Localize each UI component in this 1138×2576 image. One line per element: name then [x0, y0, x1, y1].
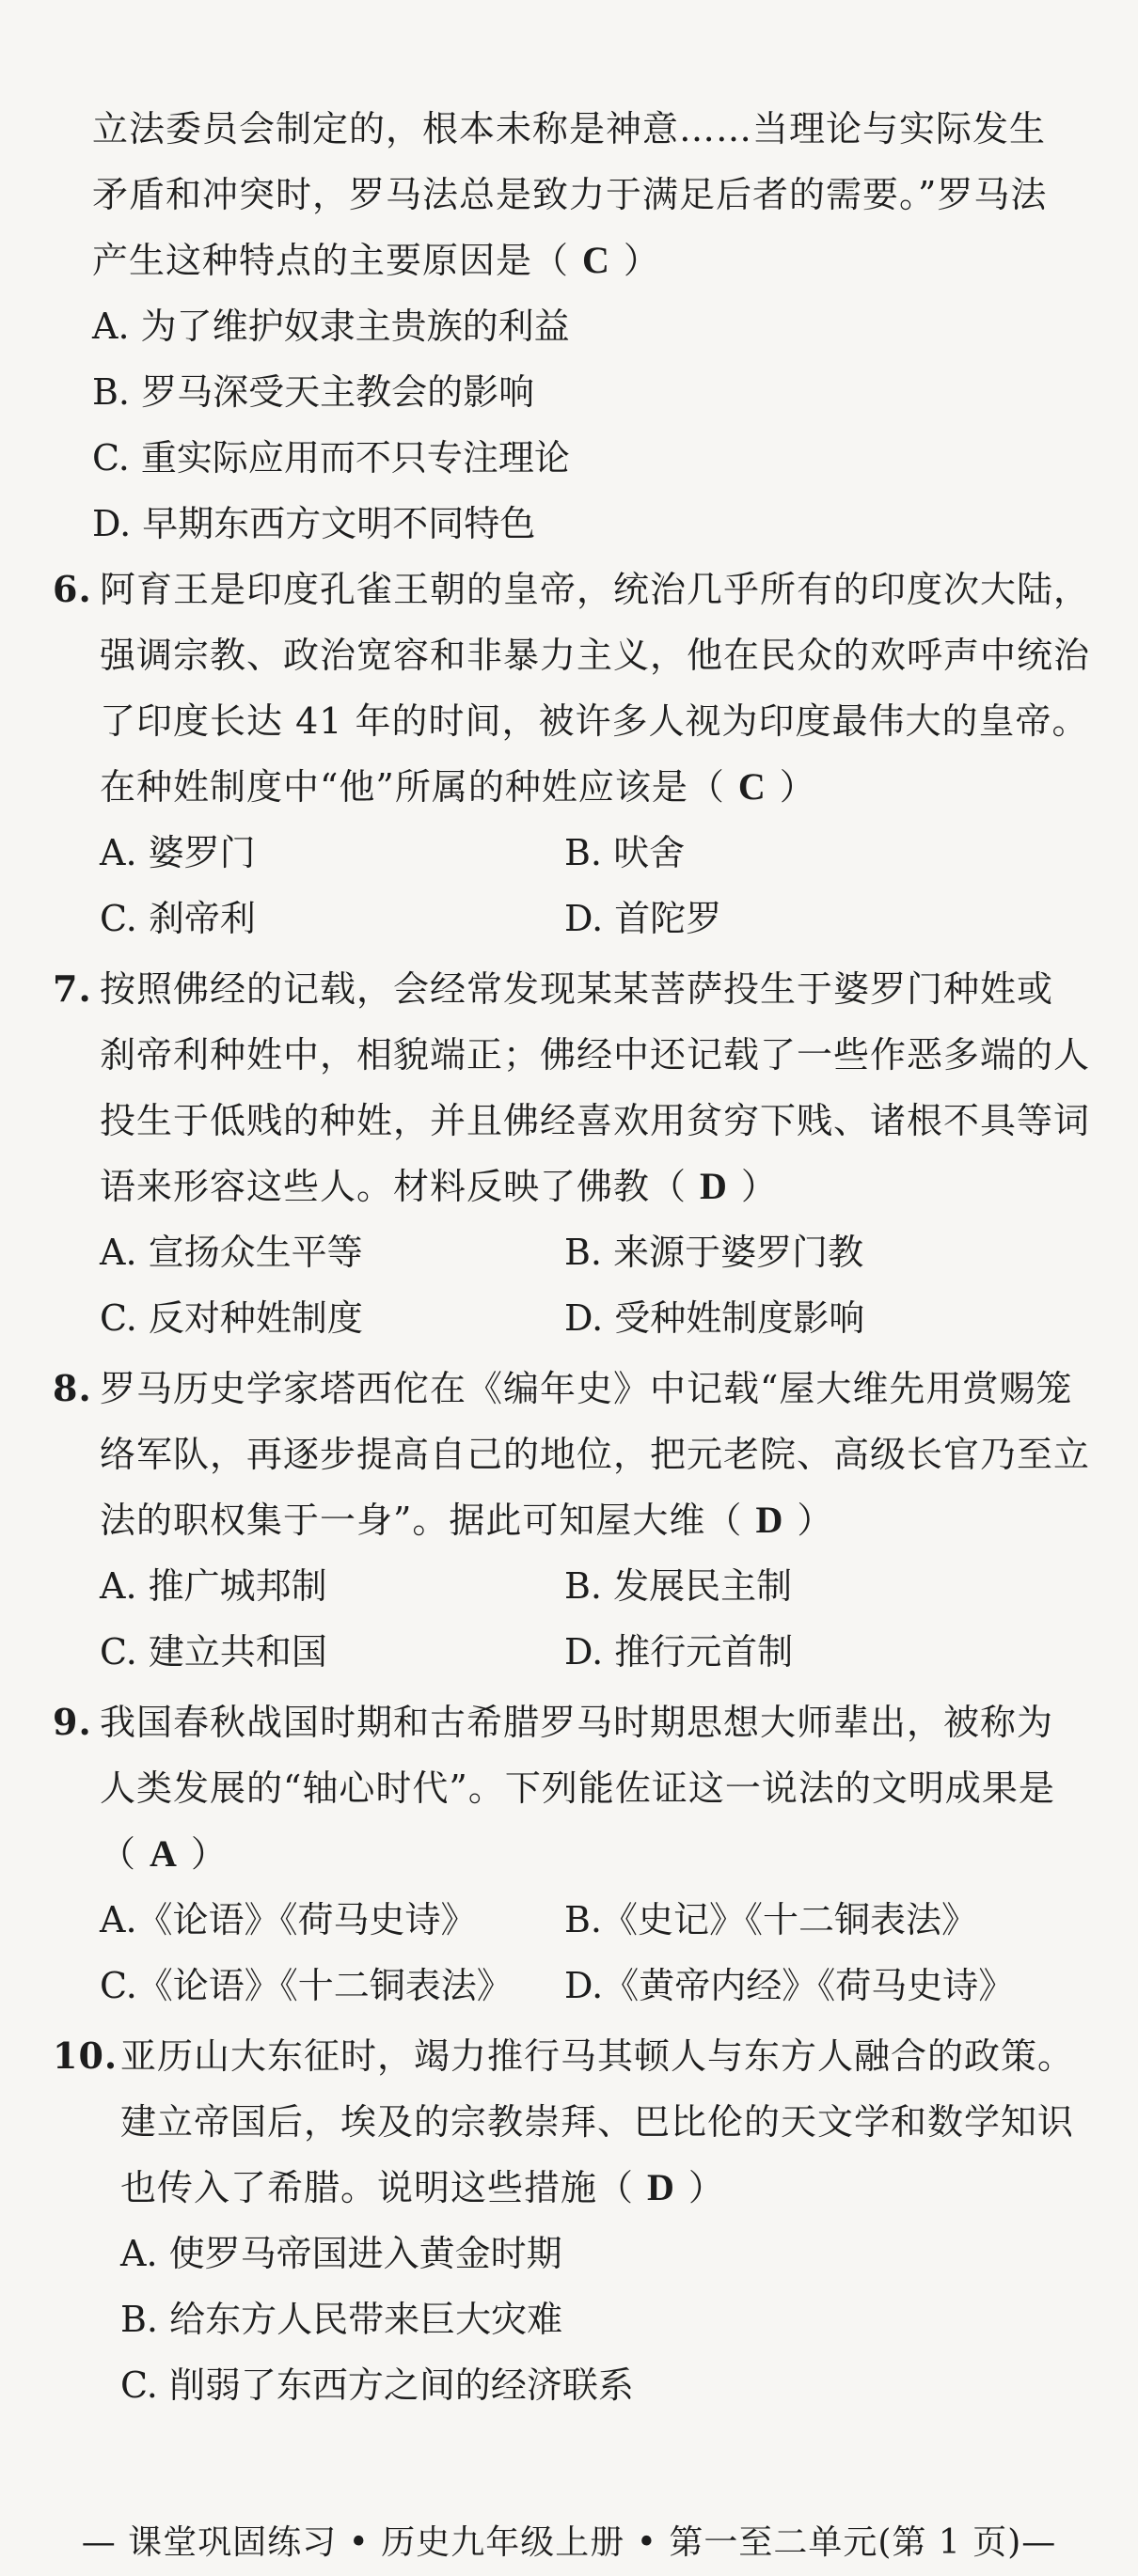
q7-option-a: A. 宣扬众生平等 [100, 1232, 363, 1273]
q9-option-b: B.《史记》《十二铜表法》 [564, 1899, 978, 1940]
q9-answer: A [150, 1832, 178, 1875]
q8-close-paren: ） [797, 1500, 834, 1541]
q7-line-2: 刹帝利种姓中，相貌端正；佛经中还记载了一些作恶多端的人 [100, 1034, 1091, 1076]
q7-answer: D [700, 1165, 728, 1207]
q10-line-3 [120, 2162, 725, 2213]
q5-line-1: 立法委员会制定的，根本未称是神意……当理论与实际发生 [92, 108, 1047, 149]
q7-option-c: C. 反对种姓制度 [100, 1297, 363, 1339]
q5-close-paren: ） [623, 240, 660, 281]
q6-stem-end: 在种姓制度中“他”所属的种姓应该是（ [100, 766, 725, 808]
q7-number: 7. [53, 967, 92, 1010]
q10-option-a: A. 使罗马帝国进入黄金时期 [120, 2233, 562, 2274]
q7-close-paren: ） [740, 1166, 778, 1207]
q8-option-d: D. 推行元首制 [564, 1631, 794, 1673]
q7-line-3: 投生于低贱的种姓，并且佛经喜欢用贫穷下贱、诸根不具等词 [100, 1100, 1091, 1141]
q10-line-1: 亚历山大东征时，竭力推行马其顿人与东方人融合的政策。 [120, 2035, 1075, 2077]
q6-option-c: C. 刹帝利 [100, 898, 256, 939]
q5-option-d: D. 早期东西方文明不同特色 [92, 503, 536, 544]
q8-line-1: 罗马历史学家塔西佗在《编年史》中记载“屋大维先用赏赐笼 [100, 1368, 1073, 1409]
q6-line-3: 了印度长达 41 年的时间，被许多人视为印度最伟大的皇帝。 [100, 700, 1089, 742]
q9-line-2: 人类发展的“轴心时代”。下列能佐证这一说法的文明成果是 [100, 1767, 1055, 1809]
q8-number: 8. [53, 1367, 92, 1409]
q6-line-4 [100, 762, 816, 812]
q7-stem-end: 语来形容这些人。材料反映了佛教（ [100, 1166, 688, 1207]
q9-line-1: 我国春秋战国时期和古希腊罗马时期思想大师辈出，被称为 [100, 1702, 1054, 1743]
q9-open-paren: （ [100, 1833, 137, 1875]
q10-answer: D [647, 2166, 675, 2208]
q9-option-c: C.《论语》《十二铜表法》 [100, 1965, 513, 2006]
q8-option-c: C. 建立共和国 [100, 1631, 327, 1673]
q6-answer: C [737, 765, 767, 808]
q5-line-3 [92, 235, 660, 286]
q8-line-2: 络军队，再逐步提高自己的地位，把元老院、高级长官乃至立 [100, 1434, 1091, 1475]
q10-close-paren: ） [688, 2167, 725, 2208]
q5-option-a: A. 为了维护奴隶主贵族的利益 [92, 306, 570, 347]
q9-option-a: A.《论语》《荷马史诗》 [100, 1899, 477, 1940]
q5-option-b: B. 罗马深受天主教会的影响 [92, 371, 535, 413]
q6-line-1: 阿育王是印度孔雀王朝的皇帝，统治几乎所有的印度次大陆， [100, 569, 1091, 610]
q5-option-c: C. 重实际应用而不只专注理论 [92, 437, 570, 479]
q6-line-2: 强调宗教、政治宽容和非暴力主义，他在民众的欢呼声中统治 [100, 635, 1091, 676]
q7-option-b: B. 来源于婆罗门教 [564, 1232, 864, 1273]
q10-option-c: C. 削弱了东西方之间的经济联系 [120, 2364, 634, 2406]
q5-answer: C [582, 239, 610, 281]
q9-line-3 [100, 1829, 228, 1879]
q5-stem-end: 产生这种特点的主要原因是（ [92, 240, 570, 281]
page-footer: — 课堂巩固练习 • 历史九年级上册 • 第一至二单元(第 1 页)— [81, 2523, 1057, 2562]
q7-option-d: D. 受种姓制度影响 [564, 1297, 865, 1339]
q6-close-paren: ） [779, 766, 816, 808]
q8-option-b: B. 发展民主制 [564, 1565, 793, 1607]
q9-option-d: D.《黄帝内经》《荷马史诗》 [564, 1965, 1015, 2006]
q6-number: 6. [53, 568, 92, 610]
q9-number: 9. [53, 1701, 92, 1743]
q7-line-1: 按照佛经的记载，会经常发现某某菩萨投生于婆罗门种姓或 [100, 968, 1054, 1010]
q9-close-paren: ） [190, 1833, 228, 1875]
q10-stem-end: 也传入了希腊。说明这些措施（ [120, 2167, 635, 2208]
q6-option-d: D. 首陀罗 [564, 898, 722, 939]
q10-option-b: B. 给东方人民带来巨大灾难 [120, 2299, 563, 2340]
q6-option-a: A. 婆罗门 [100, 832, 256, 873]
q8-stem-end: 法的职权集于一身”。据此可知屋大维（ [100, 1500, 743, 1541]
q6-option-b: B. 吠舍 [564, 832, 686, 873]
q8-line-3 [100, 1495, 833, 1546]
q10-line-2: 建立帝国后，埃及的宗教崇拜、巴比伦的天文学和数学知识 [120, 2101, 1075, 2143]
q5-line-2: 矛盾和冲突时，罗马法总是致力于满足后者的需要。”罗马法 [92, 174, 1048, 215]
q8-answer: D [755, 1499, 784, 1541]
q8-option-a: A. 推广城邦制 [100, 1565, 327, 1607]
q10-number: 10. [53, 2034, 119, 2077]
q7-line-4 [100, 1161, 778, 1212]
